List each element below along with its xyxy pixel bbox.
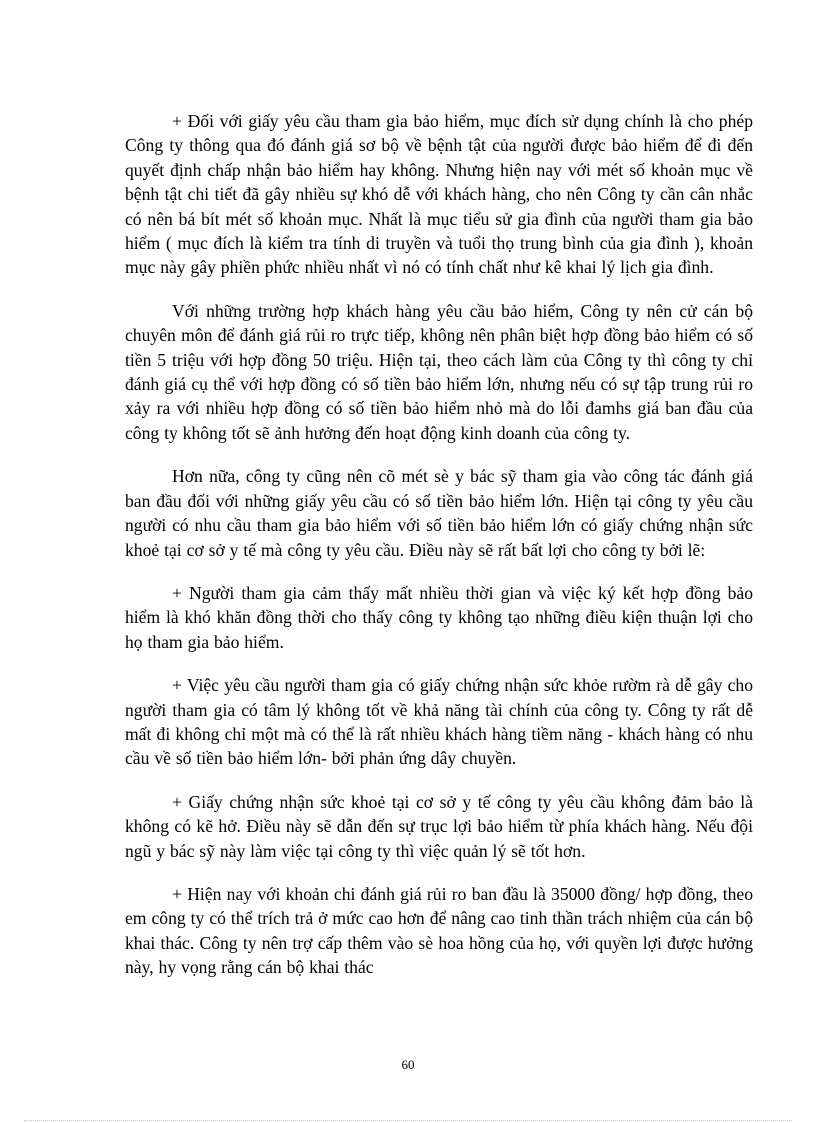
- page-body: [125, 109, 753, 999]
- paragraph-risk-assessment: Với những trường hợp khách hàng yêu cầu bảo hiểm, Công ty nên cử cán bộ chuyên môn để đánh giá rủi ro trực tiếp, không nên phân biệt hợp đồng bảo hiểm có số tiền 5 triệu với hợp đồng 50 triệu. Hiện tại, theo cách làm của Công ty thì công ty chỉ đánh giá cụ thể với hợp đồng có số tiền bảo hiểm lớn, nhưng nếu có sự tập trung rủi ro xảy ra với nhiều hợp đồng có số tiền bảo hiểm nhỏ mà do lỗi đamhs giá ban đầu của công ty không tốt sẽ ảnh hưởng đến hoạt động kinh doanh của công ty.: [125, 300, 753, 443]
- page-bottom-border: [24, 1120, 792, 1121]
- paragraph-time-consuming: + Người tham gia cảm thấy mất nhiều thời gian và việc ký kết hợp đồng bảo hiểm là khó khăn đồng thời cho thấy công ty không tạo những điều kiện thuận lợi cho họ tham gia bảo hiểm.: [125, 582, 753, 652]
- paragraph-health-certificate: + Việc yêu cầu người tham gia có giấy chứng nhận sức khỏe rườm rà dễ gây cho người tham gia có tâm lý không tốt về khả năng tài chính của công ty. Công ty rất dễ mất đi không chỉ một mà có thể là rất nhiều khách hàng tiềm năng - khách hàng có nhu cầu về số tiền bảo hiểm lớn- bởi phản ứng dây chuyền.: [125, 675, 753, 769]
- paragraph-medical-staff: Hơn nữa, công ty cũng nên cõ mét sè y bác sỹ tham gia vào công tác đánh giá ban đầu đối với những giấy yêu cầu có số tiền bảo hiểm lớn. Hiện tại công ty yêu cầu người có nhu cầu tham gia bảo hiểm với số tiền bảo hiểm lớn có giấy chứng nhận sức khoẻ tại cơ sở y tế mà công ty yêu cầu. Điều này sẽ rất bất lợi cho công ty bởi lẽ:: [125, 466, 753, 560]
- paragraph-assessment-cost: + Hiện nay với khoản chi đánh giá rủi ro ban đầu là 35000 đồng/ hợp đồng, theo em công ty có thể trích trả ở mức cao hơn để nâng cao tinh thần trách nhiệm của cán bộ khai thác. Công ty nên trợ cấp thêm vào sè hoa hồng của họ, với quyền lợi được hưởng này, hy vọng rằng cán bộ khai thác: [125, 883, 753, 978]
- paragraph-loophole: + Giấy chứng nhận sức khoẻ tại cơ sở y tế công ty yêu cầu không đảm bảo là không có kẽ hở. Điều này sẽ dẫn đến sự trục lợi bảo hiểm từ phía khách hàng. Nếu đội ngũ y bác sỹ này làm việc tại công ty thì việc quản lý sẽ tốt hơn.: [125, 791, 753, 861]
- paragraph-application-form: + Đối với giấy yêu cầu tham gia bảo hiểm, mục đích sử dụng chính là cho phép Công ty thông qua đó đánh giá sơ bộ về bệnh tật của người được bảo hiểm để đi đến quyết định chấp nhận bảo hiểm hay không. Nhưng hiện nay với mét số khoản mục về bệnh tật chi tiết đã gây nhiều sự khó dễ với khách hàng, cho nên Công ty cần cân nhắc có nên bá bít mét số khoản mục. Nhất là mục tiểu sử gia đình của người tham gia bảo hiểm ( mục đích là kiểm tra tính di truyền và tuổi thọ trung bình của gia đình ), khoản mục này gây phiền phức nhiều nhất vì nó có tính chất như kê khai lý lịch gia đình.: [125, 111, 753, 278]
- page-number: 60: [401, 1057, 415, 1072]
